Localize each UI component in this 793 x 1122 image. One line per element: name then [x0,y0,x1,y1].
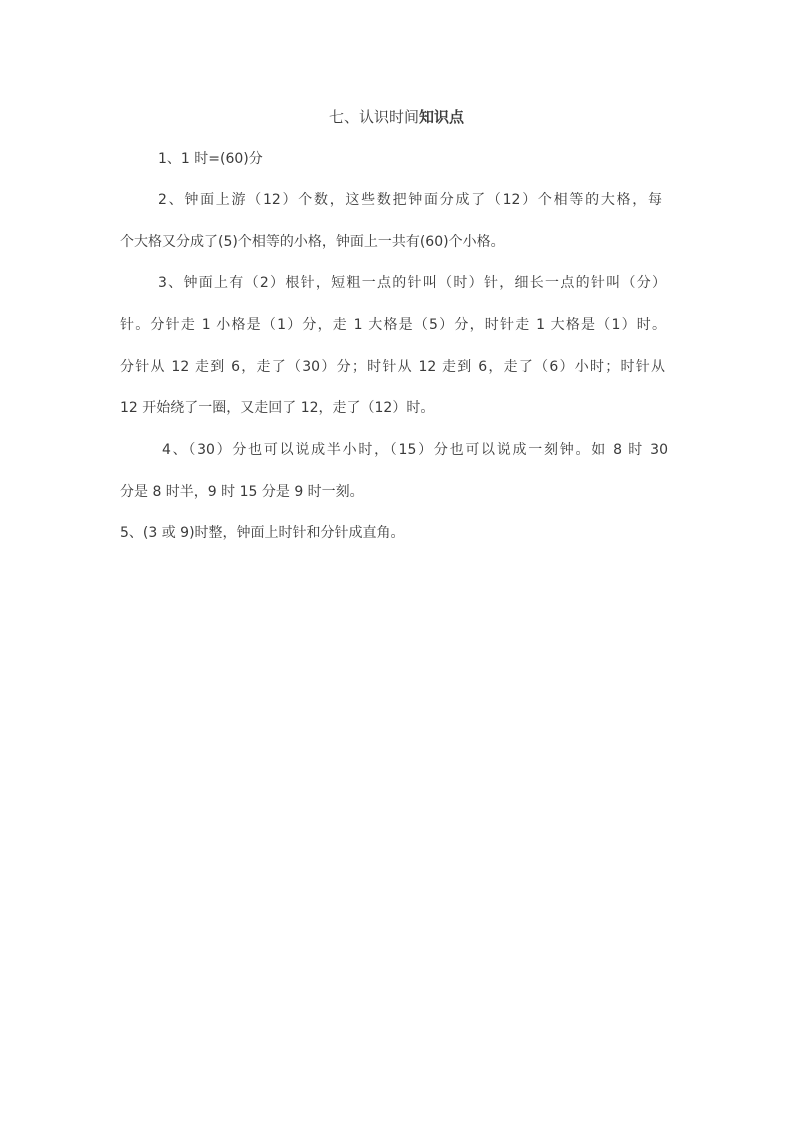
item-3-line-1: 3、钟面上有（2）根针，短粗一点的针叫（时）针，细长一点的针叫（分） [158,275,666,291]
item-3-line-3: 分针从 12 走到 6，走了（30）分；时针从 12 走到 6，走了（6）小时；时针从 [120,359,665,375]
item-3-line-4: 12 开始绕了一圈，又走回了 12，走了（12）时。 [120,400,435,416]
item-1-line-1: 1、1 时=(60)分 [158,151,263,167]
item-4-line-2: 分是 8 时半，9 时 15 分是 9 时一刻。 [120,484,364,500]
title-bold: 知识点 [419,108,465,126]
item-4-line-1: 4、（30）分也可以说成半小时，（15）分也可以说成一刻钟。如 8 时 30 [162,442,668,458]
page-title [0,106,793,128]
item-2-line-2: 个大格又分成了(5)个相等的小格，钟面上一共有(60)个小格。 [120,234,505,250]
item-3-line-2: 针。分针走 1 小格是（1）分，走 1 大格是（5）分，时针走 1 大格是（1）时。 [120,317,666,333]
item-5-line-1: 5、(3 或 9)时整，钟面上时针和分针成直角。 [120,525,405,541]
title-regular: 七、认识时间 [328,108,419,126]
item-2-line-1: 2、钟面上游（12）个数，这些数把钟面分成了（12）个相等的大格，每 [158,192,662,208]
